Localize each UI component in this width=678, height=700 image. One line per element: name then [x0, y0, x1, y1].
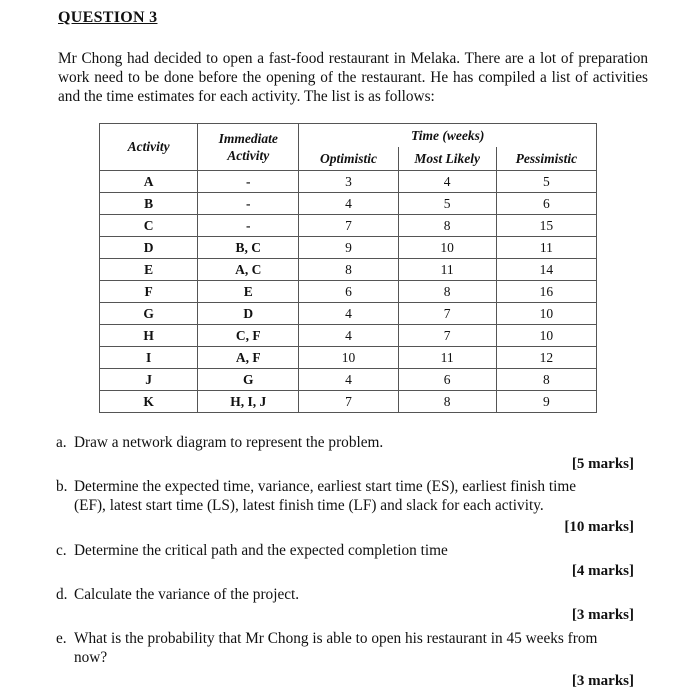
question-b-marks: [10 marks]: [564, 519, 634, 535]
cell-activity: E: [100, 259, 198, 281]
cell-most-likely: 8: [398, 391, 496, 413]
question-a-text: Draw a network diagram to represent the problem.: [74, 434, 384, 451]
cell-predecessors: G: [198, 369, 299, 391]
question-e-text-line1: What is the probability that Mr Chong is able to open his restaurant in 45 weeks from: [74, 630, 598, 647]
table-row: [100, 325, 597, 347]
cell-optimistic: 10: [299, 347, 398, 369]
cell-activity: K: [100, 391, 198, 413]
cell-optimistic: 4: [299, 325, 398, 347]
cell-pessimistic: 16: [496, 281, 596, 303]
cell-optimistic: 3: [299, 171, 398, 193]
cell-optimistic: 8: [299, 259, 398, 281]
header-time-weeks: Time (weeks): [299, 124, 597, 148]
question-d: [56, 585, 299, 604]
cell-most-likely: 7: [398, 325, 496, 347]
cell-most-likely: 5: [398, 193, 496, 215]
table-row: [100, 193, 597, 215]
cell-predecessors: -: [198, 215, 299, 237]
table-row: [100, 171, 597, 193]
cell-activity: H: [100, 325, 198, 347]
question-b-text-line1: Determine the expected time, variance, earliest start time (ES), earliest finish time: [74, 478, 577, 495]
cell-pessimistic: 14: [496, 259, 596, 281]
question-c-label: c.: [56, 542, 67, 559]
question-b: [56, 477, 576, 515]
question-c-text: Determine the critical path and the expected completion time: [74, 542, 448, 559]
cell-predecessors: A, F: [198, 347, 299, 369]
cell-most-likely: 4: [398, 171, 496, 193]
question-d-marks: [3 marks]: [571, 607, 634, 623]
table-row: [100, 347, 597, 369]
cell-pessimistic: 6: [496, 193, 596, 215]
question-e-text-line2: now?: [74, 649, 108, 666]
question-d-label: d.: [56, 586, 68, 603]
header-activity: Activity: [100, 124, 198, 171]
cell-activity: A: [100, 171, 198, 193]
cell-most-likely: 8: [398, 281, 496, 303]
cell-most-likely: 7: [398, 303, 496, 325]
table-row: [100, 259, 597, 281]
intro-paragraph: Mr Chong had decided to open a fast-food restaurant in Melaka. There are a lot of preparation work need to be done before the opening of the restaurant. He has compiled a list of activities and the time estimates for each activity. The list is as follows:: [58, 50, 648, 105]
cell-predecessors: D: [198, 303, 299, 325]
cell-most-likely: 11: [398, 347, 496, 369]
cell-pessimistic: 15: [496, 215, 596, 237]
cell-activity: F: [100, 281, 198, 303]
header-pessimistic: Pessimistic: [496, 147, 596, 171]
cell-activity: J: [100, 369, 198, 391]
cell-most-likely: 6: [398, 369, 496, 391]
table-row: [100, 237, 597, 259]
question-b-label: b.: [56, 478, 68, 495]
header-most-likely: Most Likely: [398, 147, 496, 171]
question-a-label: a.: [56, 434, 67, 451]
cell-optimistic: 9: [299, 237, 398, 259]
question-e-label: e.: [56, 630, 67, 647]
cell-most-likely: 8: [398, 215, 496, 237]
table-row: [100, 281, 597, 303]
header-immediate-line2: Activity: [227, 148, 270, 163]
header-optimistic: Optimistic: [299, 147, 398, 171]
question-d-text: Calculate the variance of the project.: [74, 586, 300, 603]
header-immediate-line1: Immediate: [218, 131, 278, 146]
cell-predecessors: H, I, J: [198, 391, 299, 413]
question-c: [56, 541, 448, 560]
question-a-marks: [5 marks]: [571, 456, 634, 472]
cell-pessimistic: 5: [496, 171, 596, 193]
cell-optimistic: 4: [299, 303, 398, 325]
cell-predecessors: A, C: [198, 259, 299, 281]
table-row: [100, 391, 597, 413]
cell-activity: I: [100, 347, 198, 369]
cell-optimistic: 4: [299, 369, 398, 391]
cell-pessimistic: 9: [496, 391, 596, 413]
cell-most-likely: 10: [398, 237, 496, 259]
cell-predecessors: -: [198, 193, 299, 215]
question-e-marks: [3 marks]: [571, 673, 634, 689]
question-c-marks: [4 marks]: [571, 563, 634, 579]
cell-predecessors: -: [198, 171, 299, 193]
cell-predecessors: B, C: [198, 237, 299, 259]
cell-pessimistic: 12: [496, 347, 596, 369]
cell-optimistic: 7: [299, 391, 398, 413]
header-immediate-activity: [198, 124, 299, 171]
table-row: [100, 303, 597, 325]
question-a: [56, 433, 383, 452]
cell-pessimistic: 8: [496, 369, 596, 391]
cell-most-likely: 11: [398, 259, 496, 281]
question-b-text-line2: (EF), latest start time (LS), latest finish time (LF) and slack for each activity.: [74, 497, 544, 514]
table-row: [100, 215, 597, 237]
question-heading: QUESTION 3: [58, 9, 158, 26]
cell-predecessors: C, F: [198, 325, 299, 347]
table-row: [100, 369, 597, 391]
cell-optimistic: 4: [299, 193, 398, 215]
cell-optimistic: 6: [299, 281, 398, 303]
activity-table-body: [100, 171, 597, 413]
cell-pessimistic: 10: [496, 325, 596, 347]
question-e: [56, 629, 597, 667]
cell-activity: G: [100, 303, 198, 325]
cell-activity: B: [100, 193, 198, 215]
cell-activity: C: [100, 215, 198, 237]
cell-pessimistic: 10: [496, 303, 596, 325]
cell-predecessors: E: [198, 281, 299, 303]
activity-table: [99, 123, 597, 413]
cell-optimistic: 7: [299, 215, 398, 237]
cell-pessimistic: 11: [496, 237, 596, 259]
cell-activity: D: [100, 237, 198, 259]
